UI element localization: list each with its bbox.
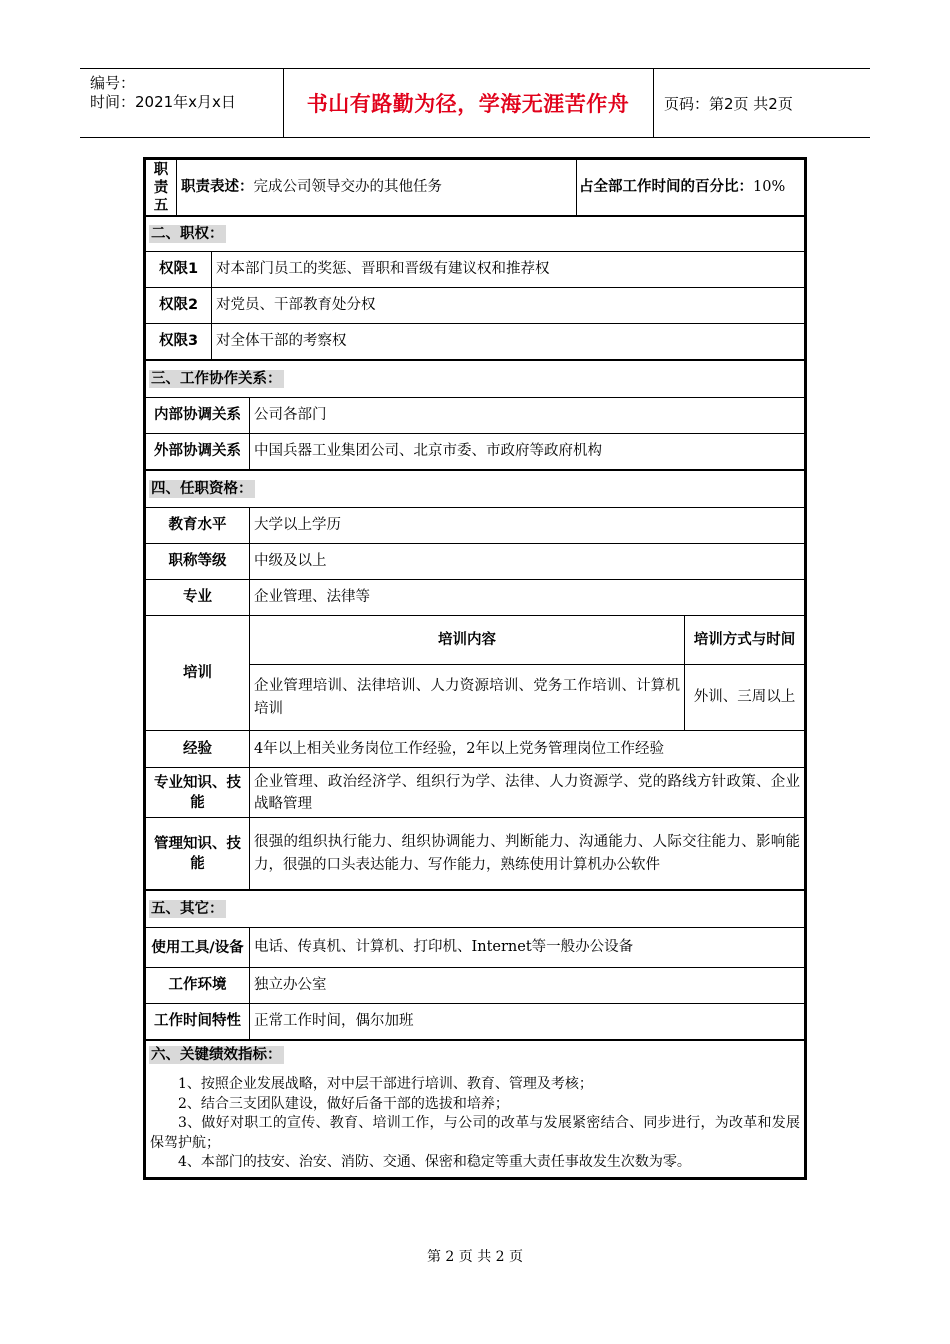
experience-label: 经验: [146, 731, 250, 768]
tools-text: 电话、传真机、计算机、打印机、Internet等一般办公设备: [250, 928, 805, 968]
training-method: 外训、三周以上: [685, 665, 805, 731]
header-meta: [80, 69, 284, 137]
kpi-item: 3、做好对职工的宣传、教育、培训工作，与公司的改革与发展紧密结合、同步进行，为改革和发展保驾护航；: [150, 1115, 800, 1151]
internal-relations-text: 公司各部门: [250, 398, 805, 434]
external-relations-label: 外部协调关系: [146, 434, 250, 470]
work-time-label: 工作时间特性: [146, 1004, 250, 1040]
authority-label: 权限1: [146, 252, 212, 288]
header-motto-cell: [283, 69, 654, 137]
work-env-text: 独立办公室: [250, 968, 805, 1004]
authority-label: 权限2: [146, 288, 212, 324]
work-env-label: 工作环境: [146, 968, 250, 1004]
authority-text: 对本部门员工的奖惩、晋职和晋级有建议权和推荐权: [212, 252, 805, 288]
major-label: 专业: [146, 580, 250, 616]
rank-text: 中级及以上: [250, 544, 805, 580]
duty5-row: [146, 160, 805, 216]
authority-row: [146, 252, 805, 288]
authority-row: [146, 288, 805, 324]
header-page-code: 页码：第2页 共2页: [664, 94, 793, 113]
pro-skill-text: 企业管理、政治经济学、组织行为学、法律、人力资源学、党的路线方针政策、企业战略管理: [250, 768, 805, 818]
education-label: 教育水平: [146, 508, 250, 544]
training-label: 培训: [146, 616, 250, 731]
mgmt-skill-text: 很强的组织执行能力、组织协调能力、判断能力、沟通能力、人际交往能力、影响能力，很强的口头表达能力、写作能力，熟练使用计算机办公软件: [250, 818, 805, 890]
duty5-label: 职责五: [146, 160, 177, 216]
relations-section-title: 三、工作协作关系：: [146, 361, 805, 398]
experience-text: 4年以上相关业务岗位工作经验，2年以上党务管理岗位工作经验: [250, 731, 805, 768]
rank-label: 职称等级: [146, 544, 250, 580]
kpi-item: 1、按照企业发展战略，对中层干部进行培训、教育、管理及考核；: [178, 1076, 593, 1092]
work-time-text: 正常工作时间，偶尔加班: [250, 1004, 805, 1040]
external-relations-text: 中国兵器工业集团公司、北京市委、市政府等政府机构: [250, 434, 805, 470]
header-motto: 书山有路勤为径，学海无涯苦作舟: [306, 92, 630, 116]
duty5-pct-value: 10%: [753, 179, 786, 195]
job-description-table: [143, 157, 807, 1180]
kpi-item: 2、结合三支团队建设，做好后备干部的选拔和培养；: [178, 1095, 509, 1112]
duty5-desc: [177, 160, 577, 216]
authority-section-title: 二、职权：: [146, 217, 805, 252]
internal-relations-label: 内部协调关系: [146, 398, 250, 434]
page-footer: 第 2 页 共 2 页: [426, 1249, 524, 1265]
duty5-desc-text: 完成公司领导交办的其他任务: [253, 179, 442, 195]
pro-skill-label: 专业知识、技能: [146, 768, 250, 818]
kpi-section-title: 六、关键绩效指标：: [146, 1041, 805, 1070]
training-content: 企业管理培训、法律培训、人力资源培训、党务工作培训、计算机培训: [250, 665, 685, 731]
duty5-desc-label: 职责表述：: [181, 179, 254, 195]
doc-time-label: 时间：2021年x月x日: [90, 93, 236, 111]
duty5-pct: [577, 160, 805, 216]
authority-row: [146, 324, 805, 360]
mgmt-skill-label: 管理知识、技能: [146, 818, 250, 890]
training-content-header: 培训内容: [250, 616, 685, 665]
qualifications-section-title: 四、任职资格：: [146, 471, 805, 508]
major-text: 企业管理、法律等: [250, 580, 805, 616]
kpi-table: [145, 1040, 805, 1178]
others-section-title: 五、其它：: [146, 891, 805, 928]
authority-text: 对全体干部的考察权: [212, 324, 805, 360]
doc-number-label: 编号：: [90, 74, 136, 92]
authority-label: 权限3: [146, 324, 212, 360]
others-table: [145, 890, 805, 1040]
duty-table: [145, 159, 805, 216]
education-text: 大学以上学历: [250, 508, 805, 544]
authority-table: [145, 216, 805, 360]
training-method-header: 培训方式与时间: [685, 616, 805, 665]
qualifications-table: [145, 470, 805, 890]
authority-text: 对党员、干部教育处分权: [212, 288, 805, 324]
relations-table: [145, 360, 805, 470]
tools-label: 使用工具/设备: [146, 928, 250, 968]
kpi-list: [146, 1069, 805, 1177]
page-header: [80, 68, 870, 138]
kpi-item: 4、本部门的技安、治安、消防、交通、保密和稳定等重大责任事故发生次数为零。: [178, 1154, 691, 1170]
duty5-pct-label: 占全部工作时间的百分比：: [579, 179, 753, 195]
